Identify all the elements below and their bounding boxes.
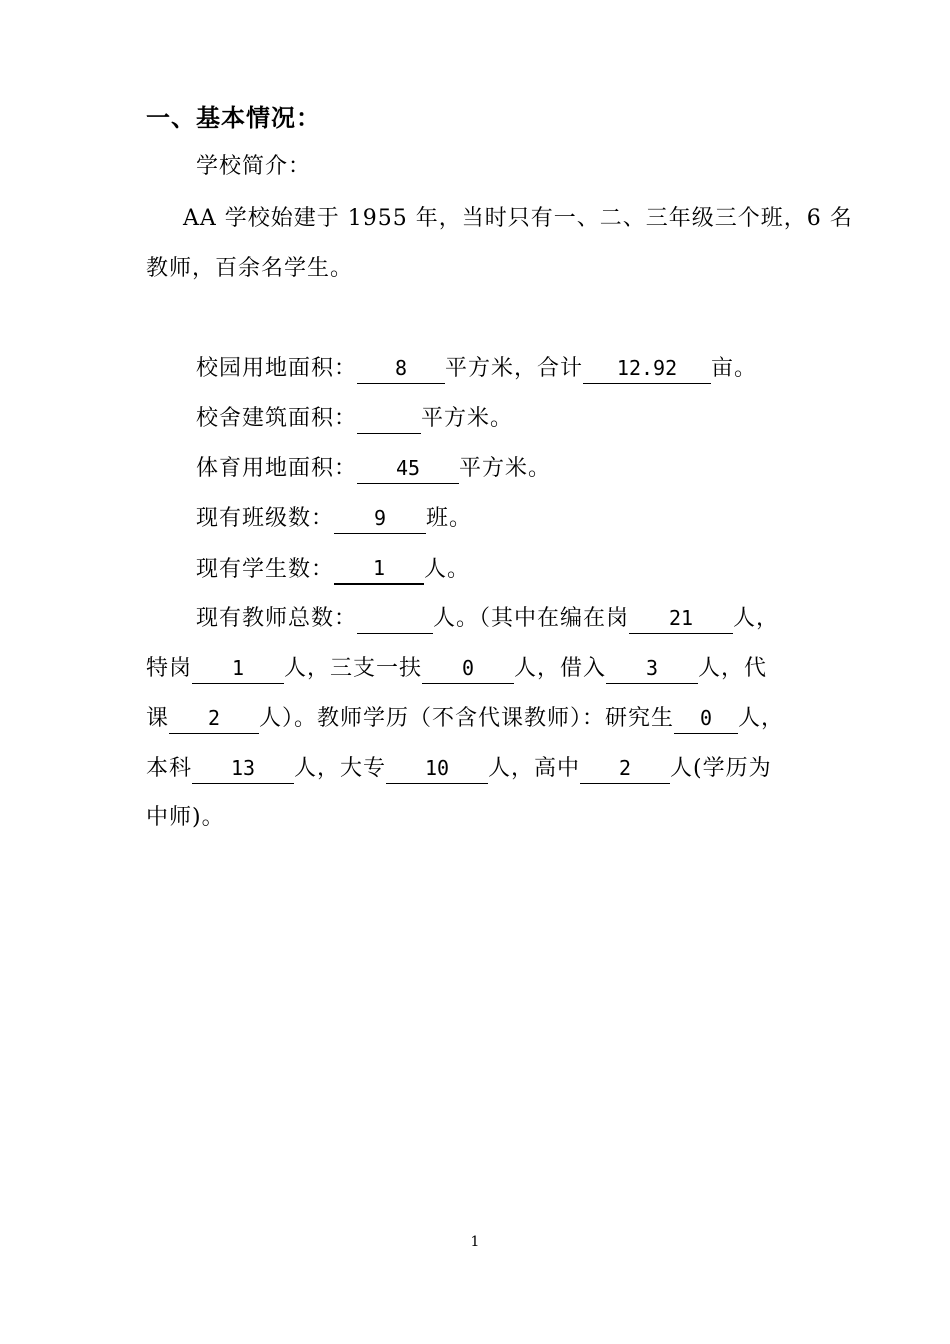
classes-unit: 班。 [426,506,473,531]
classes-value: 9 [334,503,426,534]
special-post-unit: 人，三支一扶 [284,656,423,681]
page-number: 1 [470,1234,480,1250]
graduate-unit: 人， [738,706,785,731]
building-area-value [357,403,421,434]
sanzhi-yifu-unit: 人，借入 [514,656,607,681]
teachers-label: 现有教师总数： [196,606,358,631]
teachers-on-post-value: 21 [629,603,733,634]
building-area-label: 校舍建筑面积： [196,406,358,431]
classes-label: 现有班级数： [196,506,335,531]
campus-area-total-unit: 亩。 [711,356,758,381]
substitute-value: 2 [169,703,259,734]
building-area-row [196,403,513,434]
intro-label: 学校简介： [196,154,312,179]
students-value: 1 [334,553,424,585]
teachers-row-2 [146,653,767,684]
campus-area-value: 8 [357,353,445,384]
students-unit: 人。 [424,557,471,582]
highschool-value: 2 [580,753,670,784]
bachelor-unit: 人，大专 [294,756,387,781]
sanzhi-yifu-value: 0 [422,653,514,684]
classes-row [196,503,472,534]
section-heading: 一、基本情况： [146,103,321,132]
college-unit: 人，高中 [488,756,581,781]
campus-area-row [196,353,757,384]
teachers-on-post-unit: 人， [733,606,780,631]
students-row [196,553,470,585]
borrowed-unit: 人，代 [698,656,768,681]
campus-area-label: 校园用地面积： [196,356,358,381]
teachers-total-value [357,603,433,634]
intro-paragraph-line-1: AA 学校始建于 1955 年，当时只有一、二、三年级三个班，6 名 [183,206,853,231]
students-label: 现有学生数： [196,557,335,582]
sports-area-row [196,453,551,484]
special-post-label: 特岗 [146,656,193,681]
sports-area-value: 45 [357,453,459,484]
teachers-row-5: 中师)。 [146,805,225,830]
building-area-unit: 平方米。 [421,406,514,431]
substitute-label: 课 [146,706,170,731]
bachelor-value: 13 [192,753,294,784]
intro-paragraph-line-2: 教师，百余名学生。 [146,256,354,281]
bachelor-label: 本科 [146,756,193,781]
teachers-total-unit: 人。（其中在编在岗 [433,606,630,631]
teachers-row-3 [146,703,784,734]
highschool-unit: 人(学历为 [670,756,772,781]
substitute-unit: 人）。教师学历（不含代课教师）：研究生 [259,706,675,731]
sports-area-unit: 平方米。 [459,456,552,481]
graduate-value: 0 [674,703,738,734]
teachers-row-1 [196,603,779,634]
campus-area-unit: 平方米，合计 [445,356,584,381]
sports-area-label: 体育用地面积： [196,456,358,481]
teachers-row-4 [146,753,772,784]
special-post-value: 1 [192,653,284,684]
college-value: 10 [386,753,488,784]
campus-area-total-value: 12.92 [583,353,711,384]
borrowed-value: 3 [606,653,698,684]
